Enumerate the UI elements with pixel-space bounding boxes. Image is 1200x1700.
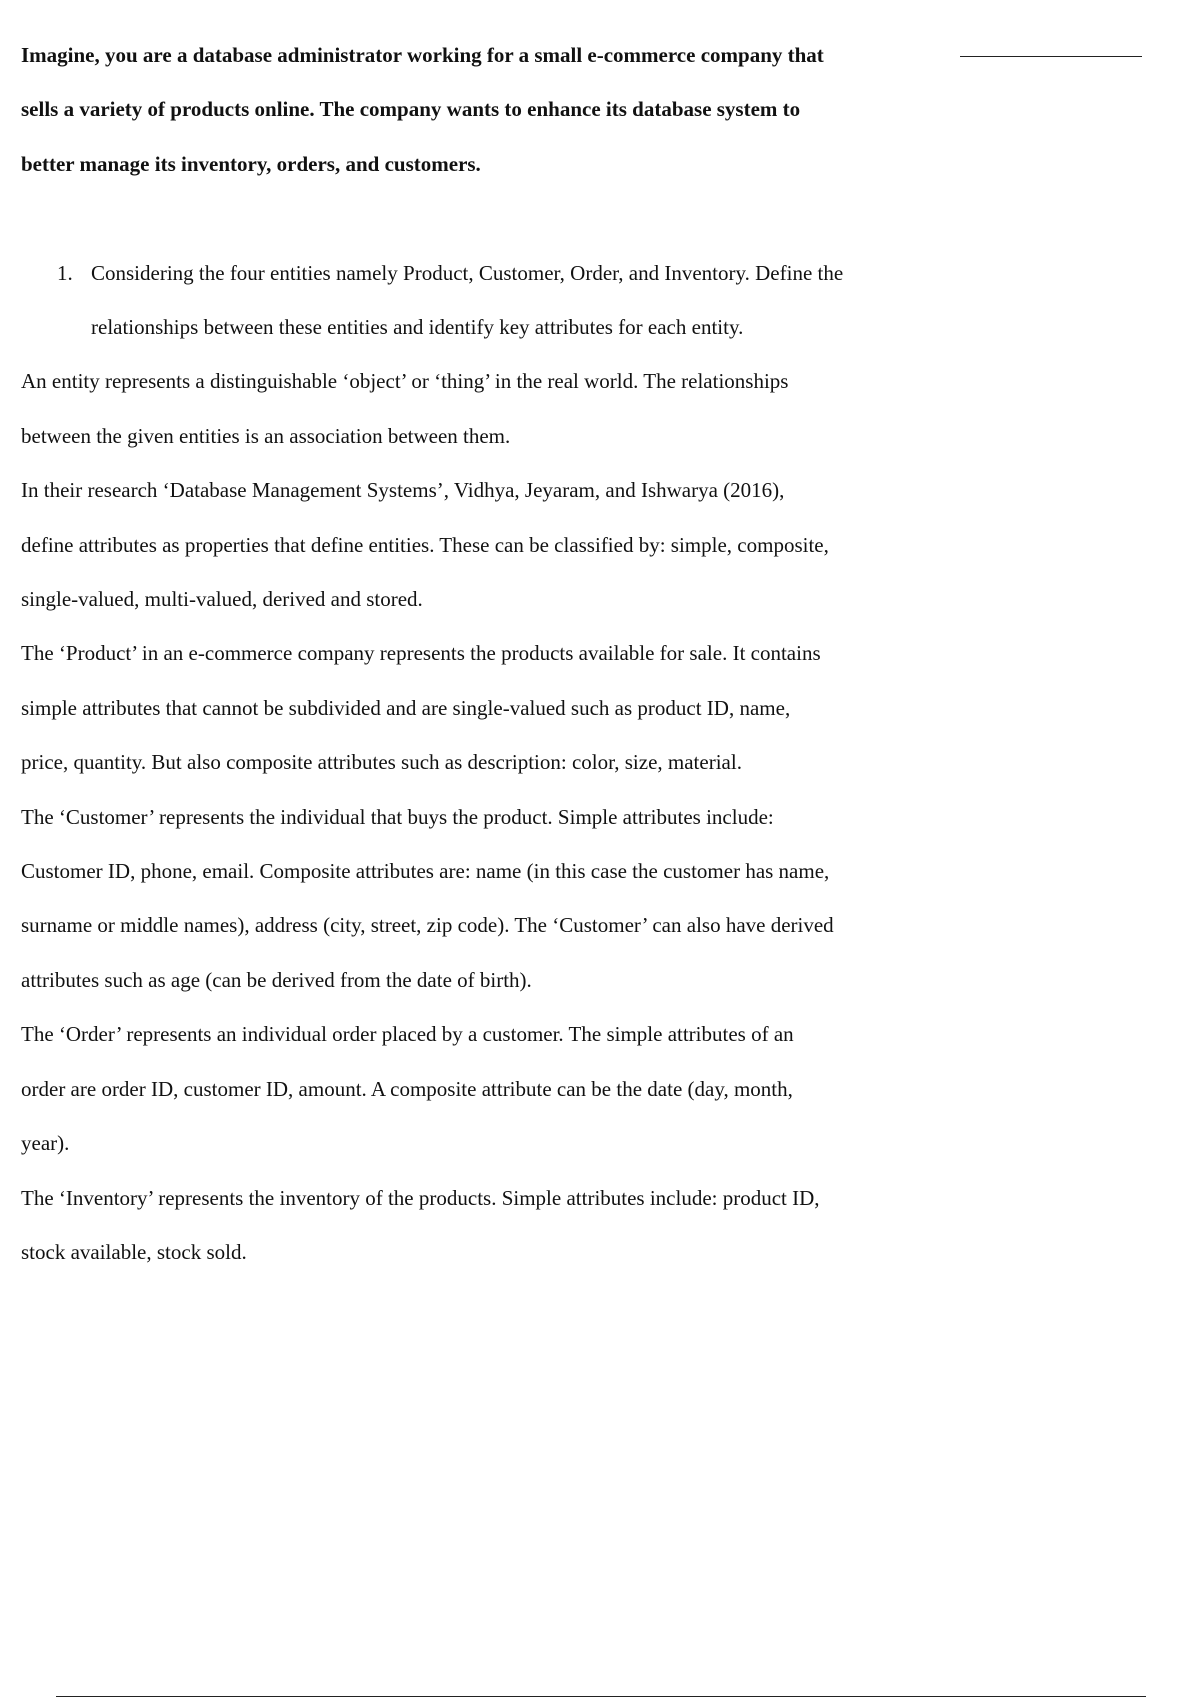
body-line: simple attributes that cannot be subdivided and are single-valued such as product ID, name,: [21, 695, 791, 720]
body-line: The ‘Product’ in an e-commerce company represents the products available for sale. It contains: [21, 641, 821, 666]
body-line: Customer ID, phone, email. Composite attributes are: name (in this case the customer has name,: [21, 859, 830, 884]
body-line: An entity represents a distinguishable ‘object’ or ‘thing’ in the real world. The relationships: [21, 369, 789, 394]
intro-paragraph: [21, 28, 951, 191]
intro-line: sells a variety of products online. The company wants to enhance its database system to: [21, 97, 801, 122]
footer-rule: [56, 1696, 1146, 1697]
intro-line: Imagine, you are a database administrator working for a small e-commerce company that: [21, 43, 824, 67]
body-line: between the given entities is an association between them.: [21, 423, 511, 448]
body-line: order are order ID, customer ID, amount. A composite attribute can be the date (day, month,: [21, 1076, 793, 1101]
body-line: define attributes as properties that define entities. These can be classified by: simple, composite,: [21, 532, 829, 557]
body-line: price, quantity. But also composite attributes such as description: color, size, material.: [21, 750, 742, 775]
body-line: surname or middle names), address (city, street, zip code). The ‘Customer’ can also have derived: [21, 913, 834, 938]
answer-body: [21, 354, 951, 1279]
question-line: relationships between these entities and identify key attributes for each entity.: [91, 315, 744, 340]
question-number: 1.: [57, 260, 73, 285]
body-line: attributes such as age (can be derived from the date of birth).: [21, 967, 532, 992]
paragraph-spacer: [21, 191, 951, 245]
body-line: The ‘Customer’ represents the individual that buys the product. Simple attributes include:: [21, 804, 774, 829]
intro-line: better manage its inventory, orders, and customers.: [21, 151, 481, 176]
body-line: The ‘Inventory’ represents the inventory of the products. Simple attributes include: product ID,: [21, 1185, 820, 1210]
body-line: stock available, stock sold.: [21, 1239, 247, 1264]
body-line: In their research ‘Database Management Systems’, Vidhya, Jeyaram, and Ishwarya (2016),: [21, 478, 785, 503]
question-list-item: [21, 246, 951, 355]
header-rule: [960, 56, 1142, 57]
question-line: Considering the four entities namely Product, Customer, Order, and Inventory. Define the: [91, 260, 844, 285]
body-line: The ‘Order’ represents an individual order placed by a customer. The simple attributes of an: [21, 1022, 794, 1047]
document-body: [21, 28, 951, 1279]
body-line: single-valued, multi-valued, derived and stored.: [21, 587, 423, 612]
body-line: year).: [21, 1131, 70, 1156]
